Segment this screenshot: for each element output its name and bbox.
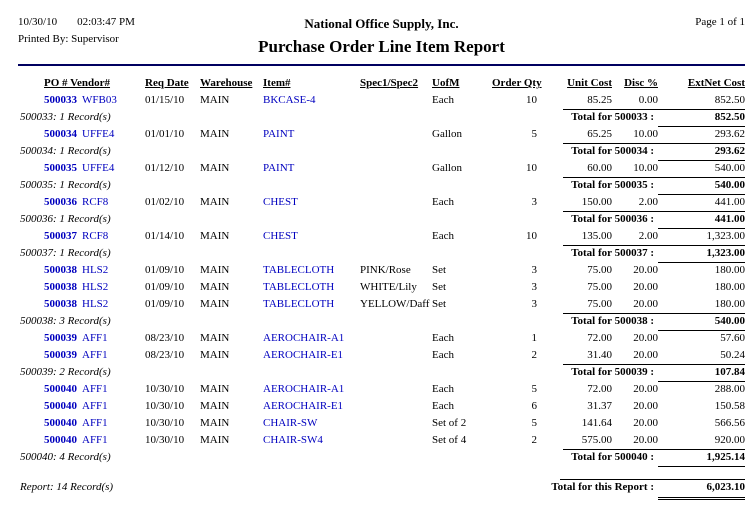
- po-number-link[interactable]: 500040: [44, 434, 77, 446]
- group-record-count: 500039: 2 Record(s): [20, 366, 111, 378]
- group-total-label: Total for 500039 :: [571, 366, 654, 378]
- req-date-cell: 08/23/10: [145, 349, 185, 361]
- item-number-link[interactable]: CHAIR-SW4: [263, 434, 323, 446]
- req-date-cell: 01/02/10: [145, 196, 185, 208]
- req-date-cell: 10/30/10: [145, 383, 185, 395]
- table-row: [18, 330, 745, 347]
- table-row: [18, 415, 745, 432]
- vendor-number-link[interactable]: AFF1: [82, 434, 108, 446]
- req-date-cell: 01/09/10: [145, 281, 185, 293]
- ext-net-cost-cell: 852.50: [714, 94, 745, 106]
- order-qty-cell: 1: [531, 332, 537, 344]
- table-row: [18, 279, 745, 296]
- po-vendor-cell: [18, 398, 145, 415]
- ext-net-cost-cell: 180.00: [714, 281, 745, 293]
- po-vendor-cell: [18, 194, 145, 211]
- group-subtotal-row: [18, 177, 745, 194]
- warehouse-cell: MAIN: [200, 230, 230, 242]
- group-total-amount: 1,323.00: [658, 245, 745, 263]
- print-date: 10/30/10: [18, 16, 58, 28]
- vendor-number-link[interactable]: HLS2: [82, 264, 109, 276]
- spec-cell: [360, 330, 432, 347]
- group-total-label: Total for 500037 :: [571, 247, 654, 259]
- vendor-number-link[interactable]: AFF1: [82, 349, 108, 361]
- po-number-link[interactable]: 500034: [44, 128, 77, 140]
- order-qty-cell: 3: [531, 196, 537, 208]
- column-header-order-qty: Order Qty: [492, 77, 542, 89]
- order-qty-cell: 5: [531, 383, 537, 395]
- group-subtotal-row: [18, 245, 745, 262]
- vendor-number-link[interactable]: AFF1: [82, 383, 108, 395]
- group-subtotal-row: [18, 364, 745, 381]
- disc-pct-cell: 10.00: [633, 128, 658, 140]
- disc-pct-cell: 20.00: [633, 298, 658, 310]
- order-qty-cell: 2: [531, 349, 537, 361]
- ext-net-cost-cell: 180.00: [714, 298, 745, 310]
- group-subtotal-row: [18, 109, 745, 126]
- group-record-count: 500034: 1 Record(s): [20, 145, 111, 157]
- report-total-label: Total for this Report :: [551, 481, 654, 493]
- po-number-link[interactable]: 500036: [44, 196, 77, 208]
- table-row: [18, 381, 745, 398]
- spec-cell: [360, 228, 432, 245]
- po-vendor-cell: [18, 432, 145, 449]
- vendor-number-link[interactable]: RCF8: [82, 230, 109, 242]
- spec-cell: YELLOW/Daff: [360, 298, 430, 310]
- ext-net-cost-cell: 180.00: [714, 264, 745, 276]
- uofm-cell: Each: [432, 196, 454, 208]
- column-header-disc-pct: Disc %: [624, 77, 658, 89]
- column-header-item: Item#: [263, 77, 291, 89]
- group-record-count: 500037: 1 Record(s): [20, 247, 111, 259]
- column-header-extnet-cost: ExtNet Cost: [687, 77, 745, 89]
- warehouse-cell: MAIN: [200, 400, 230, 412]
- item-number-link[interactable]: PAINT: [263, 162, 295, 174]
- item-number-link[interactable]: AEROCHAIR-E1: [263, 400, 344, 412]
- print-time: 02:03:47 PM: [77, 16, 135, 28]
- group-total-amount: 441.00: [658, 211, 745, 229]
- po-vendor-cell: [18, 296, 145, 313]
- vendor-number-link[interactable]: HLS2: [82, 281, 109, 293]
- ext-net-cost-cell: 540.00: [714, 162, 745, 174]
- uofm-cell: Each: [432, 230, 454, 242]
- spec-cell: [360, 415, 432, 432]
- group-total-amount: 107.84: [658, 364, 745, 382]
- warehouse-cell: MAIN: [200, 281, 230, 293]
- group-subtotal-row: [18, 143, 745, 160]
- vendor-number-link[interactable]: AFF1: [82, 417, 108, 429]
- uofm-cell: Set: [432, 264, 447, 276]
- req-date-cell: 01/01/10: [145, 128, 185, 140]
- disc-pct-cell: 0.00: [638, 94, 658, 106]
- column-header-spec: Spec1/Spec2: [360, 77, 419, 89]
- column-header-req-date: Req Date: [145, 77, 189, 89]
- item-number-link[interactable]: AEROCHAIR-A1: [263, 332, 345, 344]
- warehouse-cell: MAIN: [200, 264, 230, 276]
- warehouse-cell: MAIN: [200, 298, 230, 310]
- item-number-link[interactable]: CHEST: [263, 230, 298, 242]
- uofm-cell: Each: [432, 94, 454, 106]
- group-total-amount: 852.50: [658, 109, 745, 127]
- disc-pct-cell: 20.00: [633, 349, 658, 361]
- spec-cell: [360, 160, 432, 177]
- table-row: [18, 262, 745, 279]
- group-total-label: Total for 500038 :: [571, 315, 654, 327]
- vendor-number-link[interactable]: WFB03: [82, 94, 117, 106]
- warehouse-cell: MAIN: [200, 94, 230, 106]
- po-vendor-cell: [18, 415, 145, 432]
- group-record-count: 500035: 1 Record(s): [20, 179, 111, 191]
- po-number-link[interactable]: 500040: [44, 383, 77, 395]
- order-qty-cell: 2: [531, 434, 537, 446]
- column-header-uofm: UofM: [432, 77, 460, 89]
- spec-cell: [360, 92, 432, 109]
- po-vendor-cell: [18, 160, 145, 177]
- group-subtotal-row: [18, 211, 745, 228]
- ext-net-cost-cell: 566.56: [714, 417, 745, 429]
- item-number-link[interactable]: CHAIR-SW: [263, 417, 318, 429]
- disc-pct-cell: 20.00: [633, 281, 658, 293]
- printed-by: Printed By: Supervisor: [18, 33, 119, 45]
- report-total-amount: 6,023.10: [658, 479, 745, 500]
- column-header-po-vendor: PO # Vendor#: [44, 77, 111, 89]
- group-record-count: 500033: 1 Record(s): [20, 111, 111, 123]
- vendor-number-link[interactable]: AFF1: [82, 400, 108, 412]
- po-vendor-cell: [18, 126, 145, 143]
- unit-cost-cell: 60.00: [587, 162, 612, 174]
- unit-cost-cell: 141.64: [581, 417, 612, 429]
- po-vendor-cell: [18, 279, 145, 296]
- uofm-cell: Gallon: [432, 162, 462, 174]
- req-date-cell: 01/14/10: [145, 230, 185, 242]
- table-row: [18, 347, 745, 364]
- item-number-link[interactable]: PAINT: [263, 128, 295, 140]
- unit-cost-cell: 72.00: [587, 332, 612, 344]
- group-total-amount: 540.00: [658, 177, 745, 195]
- item-number-link[interactable]: AEROCHAIR-E1: [263, 349, 344, 361]
- order-qty-cell: 3: [531, 298, 537, 310]
- table-header-row: [18, 75, 745, 92]
- disc-pct-cell: 10.00: [633, 162, 658, 174]
- warehouse-cell: MAIN: [200, 349, 230, 361]
- page-header: [18, 16, 745, 57]
- disc-pct-cell: 20.00: [633, 264, 658, 276]
- po-number-link[interactable]: 500038: [44, 264, 77, 276]
- unit-cost-cell: 575.00: [581, 434, 612, 446]
- req-date-cell: 08/23/10: [145, 332, 185, 344]
- item-number-link[interactable]: TABLECLOTH: [263, 264, 335, 276]
- spec-cell: PINK/Rose: [360, 264, 411, 276]
- disc-pct-cell: 20.00: [633, 417, 658, 429]
- po-number-link[interactable]: 500040: [44, 400, 77, 412]
- order-qty-cell: 5: [531, 128, 537, 140]
- warehouse-cell: MAIN: [200, 162, 230, 174]
- spec-cell: [360, 194, 432, 211]
- report-title: Purchase Order Line Item Report: [258, 37, 505, 56]
- unit-cost-cell: 150.00: [581, 196, 612, 208]
- group-total-amount: 293.62: [658, 143, 745, 161]
- disc-pct-cell: 2.00: [638, 230, 658, 242]
- req-date-cell: 10/30/10: [145, 434, 185, 446]
- warehouse-cell: MAIN: [200, 417, 230, 429]
- header-center: [258, 16, 505, 57]
- column-header-warehouse: Warehouse: [200, 77, 253, 89]
- po-vendor-cell: [18, 92, 145, 109]
- table-row: [18, 398, 745, 415]
- unit-cost-cell: 75.00: [587, 264, 612, 276]
- po-vendor-cell: [18, 228, 145, 245]
- item-number-link[interactable]: TABLECLOTH: [263, 298, 335, 310]
- item-number-link[interactable]: BKCASE-4: [263, 94, 316, 106]
- po-number-link[interactable]: 500037: [44, 230, 77, 242]
- uofm-cell: Set: [432, 298, 447, 310]
- group-total-label: Total for 500034 :: [571, 145, 654, 157]
- po-number-link[interactable]: 500038: [44, 281, 77, 293]
- order-qty-cell: 3: [531, 281, 537, 293]
- vendor-number-link[interactable]: HLS2: [82, 298, 109, 310]
- ext-net-cost-cell: 920.00: [714, 434, 745, 446]
- header-left: [18, 16, 258, 48]
- unit-cost-cell: 65.25: [587, 128, 612, 140]
- disc-pct-cell: 20.00: [633, 400, 658, 412]
- po-number-link[interactable]: 500035: [44, 162, 77, 174]
- group-total-label: Total for 500035 :: [571, 179, 654, 191]
- company-name: National Office Supply, Inc.: [304, 16, 459, 31]
- ext-net-cost-cell: 150.58: [714, 400, 745, 412]
- group-record-count: 500040: 4 Record(s): [20, 451, 111, 463]
- ext-net-cost-cell: 288.00: [714, 383, 745, 395]
- unit-cost-cell: 31.40: [587, 349, 612, 361]
- req-date-cell: 01/09/10: [145, 298, 185, 310]
- po-number-link[interactable]: 500038: [44, 298, 77, 310]
- vendor-number-link[interactable]: UFFE4: [82, 162, 115, 174]
- req-date-cell: 10/30/10: [145, 417, 185, 429]
- order-qty-cell: 3: [531, 264, 537, 276]
- group-total-amount: 1,925.14: [658, 449, 745, 467]
- req-date-cell: 01/09/10: [145, 264, 185, 276]
- header-divider: [18, 64, 745, 66]
- uofm-cell: Each: [432, 349, 454, 361]
- group-total-label: Total for 500040 :: [571, 451, 654, 463]
- warehouse-cell: MAIN: [200, 332, 230, 344]
- table-row: [18, 92, 745, 109]
- item-number-link[interactable]: AEROCHAIR-A1: [263, 383, 345, 395]
- uofm-cell: Each: [432, 332, 454, 344]
- ext-net-cost-cell: 293.62: [714, 128, 745, 140]
- column-header-unit-cost: Unit Cost: [567, 77, 612, 89]
- vendor-number-link[interactable]: RCF8: [82, 196, 109, 208]
- warehouse-cell: MAIN: [200, 383, 230, 395]
- group-total-label: Total for 500033 :: [571, 111, 654, 123]
- spec-cell: [360, 126, 432, 143]
- po-vendor-cell: [18, 330, 145, 347]
- table-row: [18, 228, 745, 245]
- group-total-label: Total for 500036 :: [571, 213, 654, 225]
- po-vendor-cell: [18, 347, 145, 364]
- group-subtotal-row: [18, 313, 745, 330]
- order-qty-cell: 10: [526, 162, 537, 174]
- disc-pct-cell: 2.00: [638, 196, 658, 208]
- group-total-amount: 540.00: [658, 313, 745, 331]
- req-date-cell: 10/30/10: [145, 400, 185, 412]
- uofm-cell: Each: [432, 400, 454, 412]
- report-record-count: Report: 14 Record(s): [20, 481, 114, 493]
- req-date-cell: 01/15/10: [145, 94, 185, 106]
- table-row: [18, 194, 745, 211]
- spec-cell: WHITE/Lily: [360, 281, 417, 293]
- spec-cell: [360, 347, 432, 364]
- ext-net-cost-cell: 50.24: [720, 349, 745, 361]
- req-date-cell: 01/12/10: [145, 162, 185, 174]
- warehouse-cell: MAIN: [200, 196, 230, 208]
- order-qty-cell: 10: [526, 94, 537, 106]
- ext-net-cost-cell: 57.60: [720, 332, 745, 344]
- group-record-count: 500036: 1 Record(s): [20, 213, 111, 225]
- warehouse-cell: MAIN: [200, 434, 230, 446]
- order-qty-cell: 6: [531, 400, 537, 412]
- vendor-number-link[interactable]: AFF1: [82, 332, 108, 344]
- table-row: [18, 296, 745, 313]
- disc-pct-cell: 20.00: [633, 332, 658, 344]
- spec-cell: [360, 381, 432, 398]
- uofm-cell: Set: [432, 281, 447, 293]
- ext-net-cost-cell: 1,323.00: [706, 230, 745, 242]
- uofm-cell: Set of 2: [432, 417, 467, 429]
- po-number-link[interactable]: 500040: [44, 417, 77, 429]
- table-row: [18, 160, 745, 177]
- po-number-link[interactable]: 500039: [44, 332, 77, 344]
- unit-cost-cell: 72.00: [587, 383, 612, 395]
- table-row: [18, 126, 745, 143]
- disc-pct-cell: 20.00: [633, 383, 658, 395]
- page-number: Page 1 of 1: [695, 16, 745, 28]
- group-record-count: 500038: 3 Record(s): [20, 315, 111, 327]
- po-vendor-cell: [18, 381, 145, 398]
- uofm-cell: Set of 4: [432, 434, 467, 446]
- table-row: [18, 432, 745, 449]
- group-subtotal-row: [18, 449, 745, 466]
- vendor-number-link[interactable]: UFFE4: [82, 128, 115, 140]
- po-number-link[interactable]: 500039: [44, 349, 77, 361]
- po-vendor-cell: [18, 262, 145, 279]
- report-body: [18, 92, 745, 466]
- unit-cost-cell: 85.25: [587, 94, 612, 106]
- item-number-link[interactable]: TABLECLOTH: [263, 281, 335, 293]
- spec-cell: [360, 432, 432, 449]
- report-total-row: [18, 479, 745, 500]
- uofm-cell: Gallon: [432, 128, 462, 140]
- unit-cost-cell: 31.37: [587, 400, 612, 412]
- warehouse-cell: MAIN: [200, 128, 230, 140]
- order-qty-cell: 5: [531, 417, 537, 429]
- order-qty-cell: 10: [526, 230, 537, 242]
- unit-cost-cell: 75.00: [587, 298, 612, 310]
- ext-net-cost-cell: 441.00: [714, 196, 745, 208]
- po-number-link[interactable]: 500033: [44, 94, 77, 106]
- unit-cost-cell: 75.00: [587, 281, 612, 293]
- item-number-link[interactable]: CHEST: [263, 196, 298, 208]
- spec-cell: [360, 398, 432, 415]
- disc-pct-cell: 20.00: [633, 434, 658, 446]
- uofm-cell: Each: [432, 383, 454, 395]
- unit-cost-cell: 135.00: [581, 230, 612, 242]
